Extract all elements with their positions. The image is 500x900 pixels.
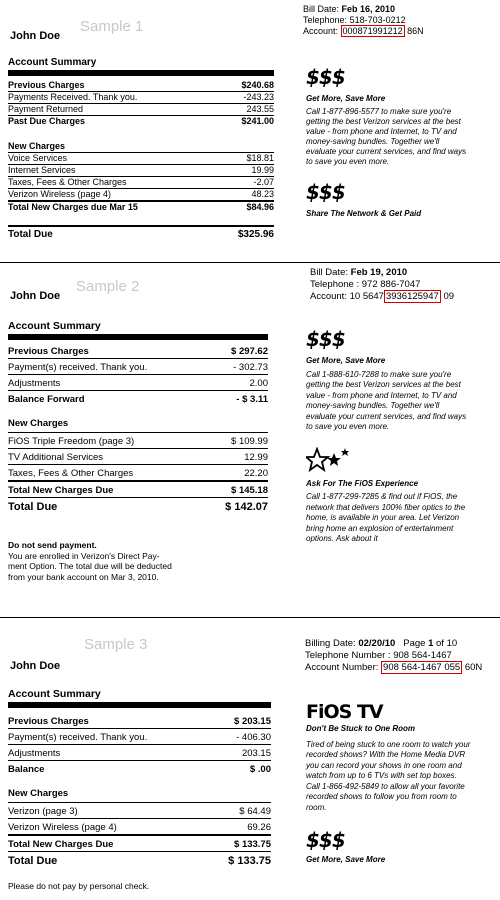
account-summary-title: Account Summary: [8, 320, 101, 332]
charge-row-total: Total New Charges Due $ 145.18: [8, 482, 268, 498]
promo-title: Get More, Save More: [306, 855, 386, 864]
sample-divider: [0, 262, 500, 263]
new-charges-title: New Charges: [8, 788, 69, 799]
bill-date: Feb 16, 2010: [341, 4, 396, 14]
sample-watermark: Sample 1: [80, 18, 144, 35]
account-number-highlight: 908 564-1467 055: [383, 662, 461, 673]
summary-row: Previous Charges $240.68: [8, 80, 274, 90]
summary-row: Balance $ .00: [8, 764, 271, 775]
page-total: 10: [446, 638, 458, 649]
telephone-number: 518-703-0212: [349, 15, 406, 25]
bill-date: Feb 19, 2010: [350, 267, 408, 278]
summary-divider-bar: [8, 70, 274, 76]
charge-row: Verizon (page 3) $ 64.49: [8, 803, 271, 819]
charge-row: Verizon Wireless (page 4) 69.26: [8, 819, 271, 836]
charge-row: Verizon Wireless (page 4) 48.23: [8, 189, 274, 202]
charge-row: Taxes, Fees & Other Charges -2.07: [8, 177, 274, 187]
total-due-row: Total Due $325.96: [8, 225, 274, 240]
payment-note: Do not send payment. You are enrolled in Verizon's Direct Pay- ment Option. The total due will be deducted from your bank account on Mar 3, 2010.: [8, 540, 172, 582]
charge-row-total: Total New Charges due Mar 15 $84.96: [8, 202, 274, 212]
bill-header: Bill Date: Feb 16, 2010 Telephone: 518-703-0212 Account: 000871991212 86N: [303, 4, 424, 36]
fios-tv-logo-icon: FiOS TV: [306, 701, 383, 723]
promo-title: Get More, Save More: [306, 94, 386, 103]
summary-row: Adjustments 203.15: [8, 745, 271, 761]
charge-row: Voice Services $18.81: [8, 153, 274, 163]
summary-row: Previous Charges $ 203.15: [8, 716, 271, 727]
payment-note: Please do not pay by personal check.: [8, 881, 150, 891]
customer-name: John Doe: [10, 290, 61, 302]
telephone-number: 908 564-1467: [393, 650, 452, 661]
dollar-signs-icon: $$$: [306, 828, 345, 852]
promo-title: Ask For The FiOS Experience: [306, 478, 419, 488]
promo-title: Get More, Save More: [306, 356, 386, 365]
summary-divider-bar: [8, 334, 268, 340]
bill-sample-3: [0, 628, 500, 900]
sample-watermark: Sample 2: [76, 278, 140, 295]
promo-block: [306, 66, 471, 219]
summary-row: Past Due Charges $241.00: [8, 116, 274, 126]
new-charges-title: New Charges: [8, 418, 69, 429]
bill-header: Bill Date: Feb 19, 2010 Telephone : 972 886-7047 Account: 10 5647 3936125947 09: [310, 267, 455, 302]
total-due-row: Total Due $ 142.07: [8, 501, 268, 513]
summary-row: Previous Charges $ 297.62: [8, 346, 268, 357]
promo-body: Call 1-877-896-5577 to make sure you're getting the best Verizon services at the best value - from phone and Internet, to TV and money-saving bundles. Together we'll evaluate your current services, and find ways to save you even more.: [306, 107, 467, 166]
sample-watermark: Sample 3: [84, 636, 148, 653]
customer-name: John Doe: [10, 660, 61, 672]
customer-name: John Doe: [10, 30, 61, 42]
telephone-number: 972 886-7047: [361, 279, 421, 290]
promo-title: Don't Be Stuck to One Room: [306, 724, 416, 733]
account-summary: [8, 688, 271, 867]
account-summary-title: Account Summary: [8, 57, 97, 68]
charge-row: Taxes, Fees & Other Charges 22.20: [8, 465, 268, 482]
summary-row: Payments Received. Thank you. -243.23: [8, 92, 274, 102]
bill-sample-2: [0, 264, 500, 600]
promo-block: [306, 702, 471, 866]
dollar-signs-icon: $$$: [306, 65, 345, 89]
account-summary-title: Account Summary: [8, 688, 101, 700]
dollar-signs-icon: $$$: [306, 327, 345, 351]
summary-divider-bar: [8, 702, 271, 708]
promo-body: Call 1-877-299-7285 & find out if FiOS, the network that delivers 100% fiber optics to the home, is available in your area. Let Verizon bring home an explosion of entertainment options. Ask about it: [306, 492, 466, 543]
bill-date: 02/20/10: [358, 638, 396, 649]
charge-row-total: Total New Charges Due $ 133.75: [8, 836, 271, 852]
fios-stars-icon: [306, 447, 471, 473]
new-charges-title: New Charges: [8, 141, 66, 151]
total-due-row: Total Due $ 133.75: [8, 855, 271, 867]
charge-row: FiOS Triple Freedom (page 3) $ 109.99: [8, 433, 268, 449]
promo-title: Share The Network & Get Paid: [306, 209, 422, 218]
promo-block: [306, 328, 471, 545]
charge-row: Internet Services 19.99: [8, 165, 274, 175]
account-number-highlight: 3936125947: [385, 291, 439, 302]
bill-sample-1: [0, 0, 500, 262]
summary-row: Payment Returned 243.55: [8, 104, 274, 114]
account-summary: [8, 57, 274, 240]
promo-body: Tired of being stuck to one room to watch your recorded shows? With the Home Media DVR you can record your shows in one room and watch from up to 6 TVs with set top boxes. Call 1-866-492-5849 to allow all your favorite recorded shows to follow you from room to room.: [306, 739, 471, 812]
summary-row: Adjustments 2.00: [8, 375, 268, 391]
summary-row: Balance Forward - $ 3.11: [8, 394, 268, 405]
account-summary: [8, 320, 268, 513]
promo-body: Call 1-888-610-7288 to make sure you're getting the best Verizon services at the best value - from phone and Internet, to TV and money-saving bundles. Together we'll evaluate your current services, and find ways to save you even more.: [306, 369, 467, 431]
page-current: 1: [428, 638, 434, 649]
dollar-signs-icon: $$$: [306, 180, 345, 204]
summary-row: Payment(s) received. Thank you. - 406.30: [8, 729, 271, 745]
account-number-highlight: 000871991212: [342, 26, 403, 36]
charge-row: TV Additional Services 12.99: [8, 449, 268, 465]
summary-row: Payment(s) received. Thank you. - 302.73: [8, 359, 268, 375]
bill-header: Billing Date: 02/20/10 Page 1 of 10 Telephone Number : 908 564-1467 Account Number: 908 564-1467 055 60N: [305, 638, 483, 673]
sample-divider: [0, 617, 500, 618]
